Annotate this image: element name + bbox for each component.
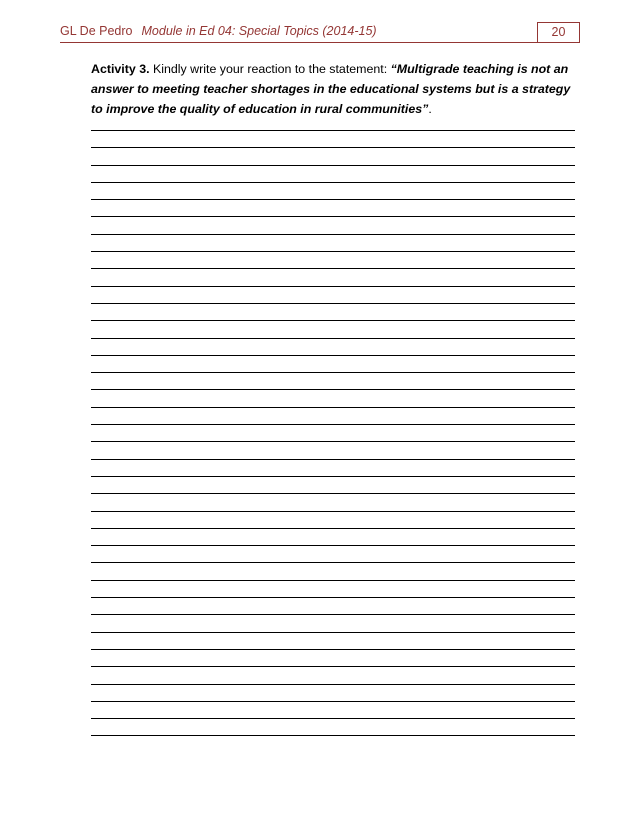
- answer-line: [91, 580, 575, 581]
- answer-lines: [91, 130, 575, 753]
- answer-line: [91, 424, 575, 425]
- activity-statement: “Multigrade teaching is not an answer to meeting teacher shortages in the educational systems but is a strategy to improve the quality of education in rural communities”: [91, 62, 571, 116]
- answer-line: [91, 476, 575, 477]
- answer-line: [91, 597, 575, 598]
- header-course-title: Module in Ed 04: Special Topics (2014-15): [141, 24, 377, 38]
- answer-line: [91, 130, 575, 131]
- answer-line: [91, 182, 575, 183]
- header-text: [60, 24, 377, 38]
- activity-prompt: [91, 59, 581, 119]
- answer-line: [91, 735, 575, 736]
- answer-line: [91, 701, 575, 702]
- answer-line: [91, 147, 575, 148]
- answer-line: [91, 493, 575, 494]
- answer-line: [91, 632, 575, 633]
- answer-line: [91, 666, 575, 667]
- answer-line: [91, 199, 575, 200]
- answer-line: [91, 528, 575, 529]
- answer-line: [91, 355, 575, 356]
- page-number: 20: [537, 22, 580, 42]
- activity-instruction: Kindly write your reaction to the statement:: [149, 62, 391, 76]
- answer-line: [91, 216, 575, 217]
- answer-line: [91, 545, 575, 546]
- answer-line: [91, 165, 575, 166]
- answer-line: [91, 614, 575, 615]
- answer-line: [91, 718, 575, 719]
- header-rule: [60, 42, 580, 43]
- answer-line: [91, 303, 575, 304]
- answer-line: [91, 649, 575, 650]
- answer-line: [91, 441, 575, 442]
- activity-end-punctuation: .: [428, 102, 432, 116]
- page-header: [60, 22, 578, 42]
- answer-line: [91, 286, 575, 287]
- answer-line: [91, 684, 575, 685]
- answer-line: [91, 459, 575, 460]
- answer-line: [91, 251, 575, 252]
- answer-line: [91, 562, 575, 563]
- answer-line: [91, 234, 575, 235]
- answer-line: [91, 268, 575, 269]
- answer-line: [91, 372, 575, 373]
- answer-line: [91, 338, 575, 339]
- answer-line: [91, 320, 575, 321]
- answer-line: [91, 511, 575, 512]
- answer-line: [91, 407, 575, 408]
- header-author: GL De Pedro: [60, 24, 133, 38]
- activity-label: Activity 3.: [91, 62, 150, 76]
- answer-line: [91, 389, 575, 390]
